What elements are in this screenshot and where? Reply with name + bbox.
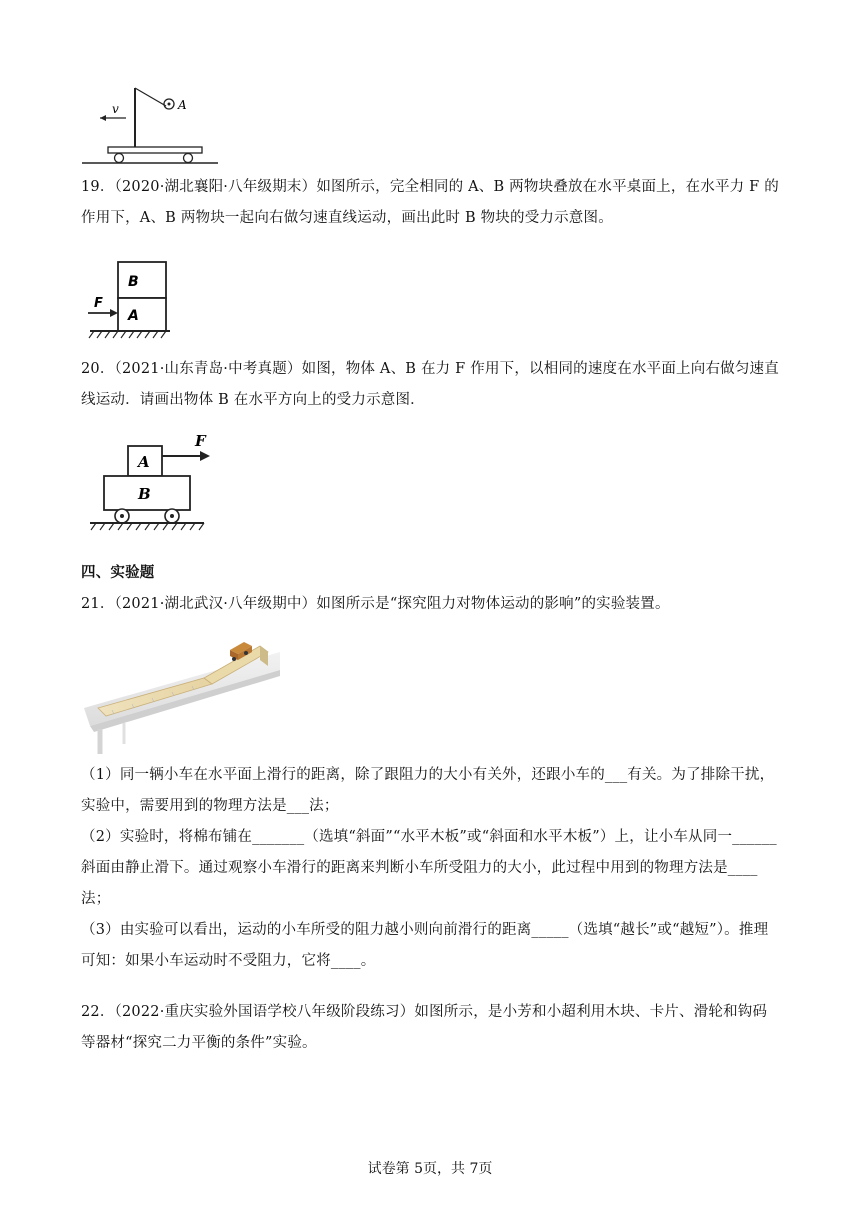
incline-apparatus-figure (84, 626, 280, 754)
q21-part2-line1: （2）实验时，将棉布铺在_______（选填“斜面”“水平木板”或“斜面和水平木板”）上，让小车从同一______ (81, 829, 777, 845)
ball-label: A (178, 98, 187, 112)
block-b-label: B (128, 274, 139, 290)
page-footer: 试卷第 5页，共 7页 (367, 1161, 493, 1177)
q21-part1-line2: 实验中，需要用到的物理方法是___法； (81, 798, 339, 814)
block-a-label: A (138, 453, 150, 471)
q21-intro: 21．（2021·湖北武汉·八年级期中）如图所示是“探究阻力对物体运动的影响”的实验装置。 (81, 596, 670, 612)
section-heading-experiments: 四、实验题 (81, 564, 155, 581)
q21-part2-line3: 法； (81, 891, 111, 907)
stacked-blocks-figure (84, 260, 174, 342)
q21-part3-line1: （3）由实验可以看出，运动的小车所受的阻力越小则向前滑行的距离_____（选填“越长”或“越短”）。推理 (81, 922, 769, 938)
q21-part2-line2: 斜面由静止滑下。通过观察小车滑行的距离来判断小车所受阻力的大小，此过程中用到的物理方法是____ (81, 860, 758, 876)
force-f-label: F (94, 296, 103, 311)
q22-line1: 22．（2022·重庆实验外国语学校八年级阶段练习）如图所示，是小芳和小超利用木块、卡片、滑轮和钩码 (81, 1004, 768, 1020)
q19-line1: 19．（2020·湖北襄阳·八年级期末）如图所示，完全相同的 A、B 两物块叠放在水平桌面上，在水平力 F 的 (81, 179, 779, 195)
block-on-cart-figure (86, 432, 216, 534)
cart-pendulum-figure (80, 80, 220, 170)
q21-part1-line1: （1）同一辆小车在水平面上滑行的距离，除了跟阻力的大小有关外，还跟小车的___有关。为了排除干扰， (81, 767, 775, 783)
q19-line2: 作用下，A、B 两物块一起向右做匀速直线运动，画出此时 B 物块的受力示意图。 (81, 210, 613, 226)
q22-line2: 等器材“探究二力平衡的条件”实验。 (81, 1035, 317, 1051)
q20-line1: 20．（2021·山东青岛·中考真题）如图，物体 A、B 在力 F 作用下，以相同的速度在水平面上向右做匀速直 (81, 361, 779, 377)
velocity-label: v (112, 102, 119, 116)
q20-line2: 线运动．请画出物体 B 在水平方向上的受力示意图． (81, 392, 425, 408)
q21-part3-line2: 可知：如果小车运动时不受阻力，它将____。 (81, 953, 376, 969)
block-a-label: A (128, 308, 139, 324)
cart-b-label: B (138, 485, 151, 503)
force-f-label: F (195, 432, 206, 450)
